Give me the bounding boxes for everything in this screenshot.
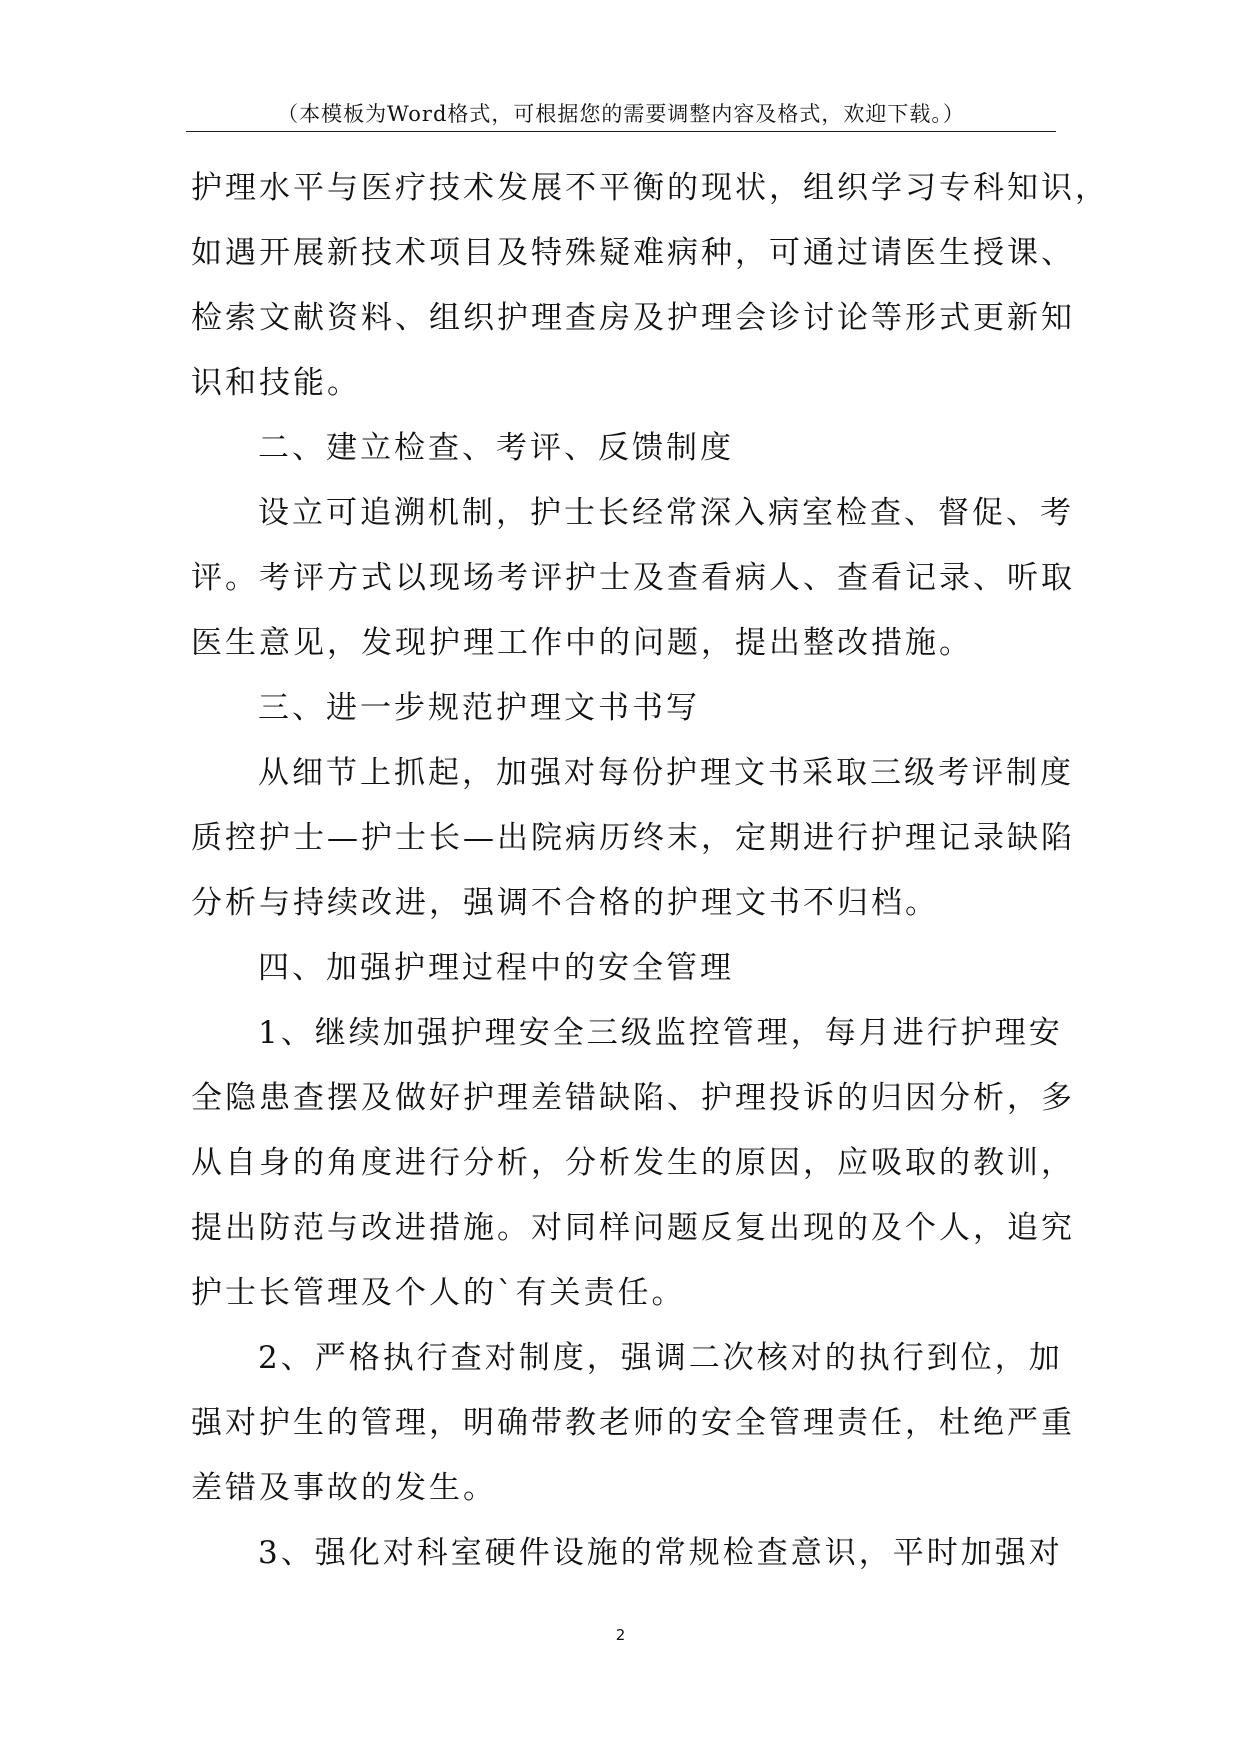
body-line: 医生意见，发现护理工作中的问题，提出整改措施。 <box>191 625 973 661</box>
body-line: 评。考评方式以现场考评护士及查看病人、查看记录、听取 <box>191 560 1075 596</box>
paragraph-first-line: 3、强化对科室硬件设施的常规检查意识，平时加强对 <box>258 1535 1063 1571</box>
body-line: 护士长管理及个人的`有关责任。 <box>191 1275 686 1311</box>
section-heading: 二、建立检查、考评、反馈制度 <box>258 430 734 466</box>
body-line: 护理水平与医疗技术发展不平衡的现状，组织学习专科知识， <box>191 170 1109 206</box>
paragraph-first-line: 从细节上抓起，加强对每份护理文书采取三级考评制度 <box>258 755 1074 791</box>
header-divider <box>186 131 1056 132</box>
body-line: 从自身的角度进行分析，分析发生的原因，应吸取的教训， <box>191 1145 1075 1181</box>
body-line: 差错及事故的发生。 <box>191 1470 497 1506</box>
section-heading: 四、加强护理过程中的安全管理 <box>258 950 734 986</box>
body-line: 分析与持续改进，强调不合格的护理文书不归档。 <box>191 885 939 921</box>
page-number: 2 <box>615 1626 626 1644</box>
body-line: 如遇开展新技术项目及特殊疑难病种，可通过请医生授课、 <box>191 235 1075 271</box>
paragraph-first-line: 1、继续加强护理安全三级监控管理，每月进行护理安 <box>258 1015 1063 1051</box>
body-line: 质控护士—护士长—出院病历终末，定期进行护理记录缺陷 <box>191 820 1075 856</box>
document-body <box>191 156 1109 1586</box>
body-line: 全隐患查摆及做好护理差错缺陷、护理投诉的归因分析，多 <box>191 1080 1075 1116</box>
body-line: 提出防范与改进措施。对同样问题反复出现的及个人，追究 <box>191 1210 1075 1246</box>
paragraph-first-line: 设立可追溯机制，护士长经常深入病室检查、督促、考 <box>258 495 1074 531</box>
body-line: 识和技能。 <box>191 365 361 401</box>
section-heading: 三、进一步规范护理文书书写 <box>258 690 700 726</box>
template-header-note: （本模板为Word格式，可根据您的需要调整内容及格式，欢迎下载。） <box>277 102 965 126</box>
body-line: 检索文献资料、组织护理查房及护理会诊讨论等形式更新知 <box>191 300 1075 336</box>
body-line: 强对护生的管理，明确带教老师的安全管理责任，杜绝严重 <box>191 1405 1075 1441</box>
paragraph-first-line: 2、严格执行查对制度，强调二次核对的执行到位，加 <box>258 1340 1063 1376</box>
